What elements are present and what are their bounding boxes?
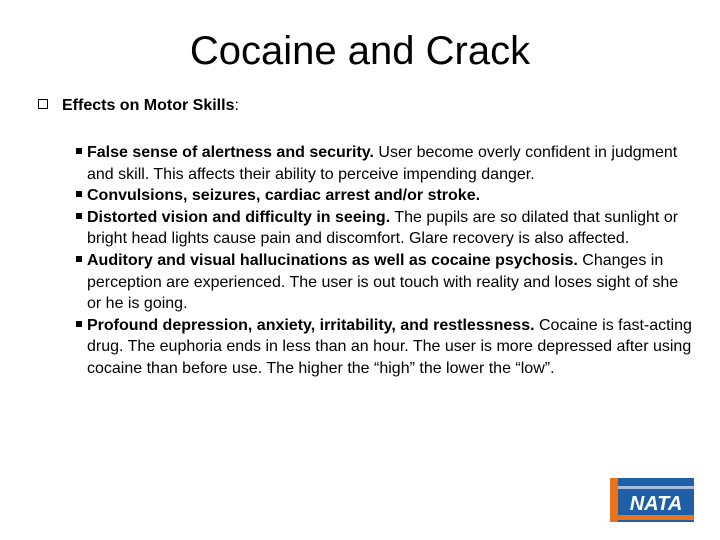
logo-bottom-band (618, 515, 694, 520)
heading-suffix: : (234, 97, 239, 114)
bullet-item (76, 185, 692, 207)
checkbox-bullet-icon (38, 99, 48, 109)
square-bullet-icon (76, 191, 82, 197)
bullet-item (76, 142, 692, 185)
logo-stripe (618, 486, 694, 489)
bullet-item (76, 250, 692, 315)
slide-title: Cocaine and Crack (189, 29, 531, 73)
nata-logo (610, 478, 694, 522)
section-heading (38, 96, 239, 116)
square-bullet-icon (76, 213, 82, 219)
square-bullet-icon (76, 148, 82, 154)
bullet-item (76, 207, 692, 250)
bullet-bold: False sense of alertness and security. (87, 144, 374, 161)
bullet-item (76, 315, 692, 380)
logo-text: NATA (629, 493, 683, 515)
bullet-bold: Convulsions, seizures, cardiac arrest and/or stroke. (87, 187, 481, 205)
heading-label: Effects on Motor Skills (62, 97, 235, 114)
bullet-bold: Profound depression, anxiety, irritability, and restlessness. (87, 316, 535, 334)
bullet-list (76, 142, 692, 380)
logo-orange-bar (610, 478, 618, 522)
bullet-bold: Distorted vision and difficulty in seeing. (87, 208, 391, 226)
bullet-text: Changes in perception are experienced. The user is out touch with reality and loses sight of she or he is going. (87, 251, 679, 313)
bullet-text: Cocaine is fast-acting drug. The euphoria ends in less than an hour. The user is more depressed after using cocaine than before use. The higher the “high” the lower the “low”. (87, 316, 692, 377)
bullet-text: User become overly confident in judgment and skill. This affects their ability to perceive impending danger. (87, 144, 678, 183)
bullet-bold: Auditory and visual hallucinations as well as cocaine psychosis. (87, 251, 578, 269)
square-bullet-icon (76, 256, 82, 262)
square-bullet-icon (76, 321, 82, 327)
bullet-text: The pupils are so dilated that sunlight or bright head lights cause pain and discomfort. Glare recovery is also affected. (87, 208, 679, 248)
